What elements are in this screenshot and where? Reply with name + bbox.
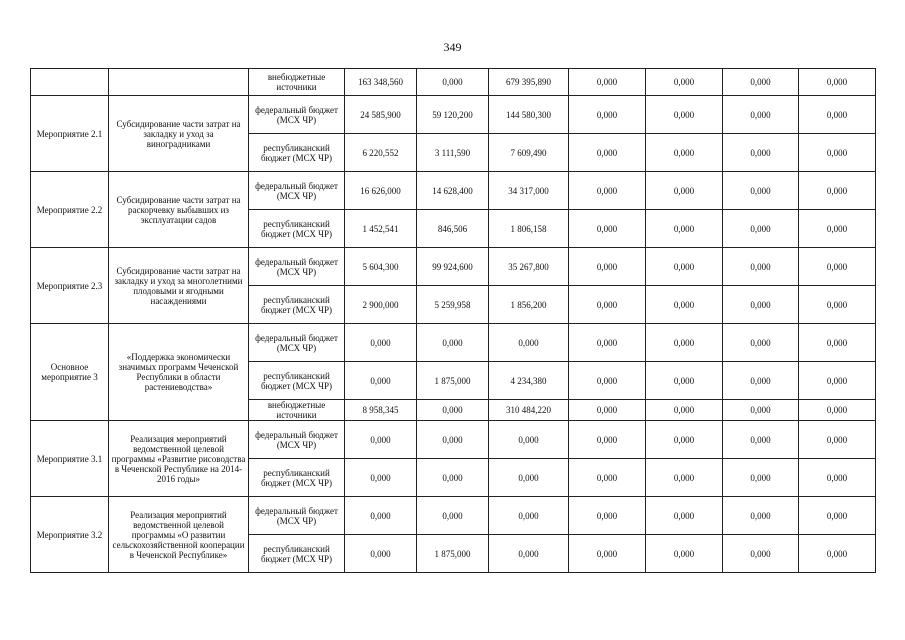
measure-description-cell: «Поддержка экономически значимых программ Чеченской Республики в области растениеводства» (109, 324, 249, 421)
amount-cell: 0,000 (345, 535, 417, 573)
funding-source-cell: федеральный бюджет (МСХ ЧР) (249, 421, 345, 459)
measure-name-cell: Мероприятие 3.1 (31, 421, 109, 497)
amount-cell: 0,000 (646, 248, 723, 286)
amount-cell: 0,000 (799, 497, 876, 535)
amount-cell: 0,000 (723, 96, 799, 134)
table-row (31, 248, 876, 286)
amount-cell: 3 111,590 (417, 134, 489, 172)
amount-cell: 0,000 (569, 535, 646, 573)
amount-cell: 0,000 (569, 96, 646, 134)
measure-description-cell: Субсидирование части затрат на закладку и уход за многолетними плодовыми и ягодными насаждениями (109, 248, 249, 324)
amount-cell: 0,000 (799, 421, 876, 459)
amount-cell: 0,000 (569, 324, 646, 362)
amount-cell: 310 484,220 (489, 400, 569, 421)
amount-cell: 1 875,000 (417, 362, 489, 400)
amount-cell: 1 452,541 (345, 210, 417, 248)
measure-name-cell: Основное мероприятие 3 (31, 324, 109, 421)
amount-cell: 99 924,600 (417, 248, 489, 286)
amount-cell: 34 317,000 (489, 172, 569, 210)
amount-cell: 0,000 (646, 535, 723, 573)
amount-cell: 0,000 (723, 324, 799, 362)
measure-description-cell: Реализация мероприятий ведомственной целевой программы «Развитие рисоводства в Чеченской Республике на 2014-2016 годы» (109, 421, 249, 497)
measure-description-cell: Субсидирование части затрат на закладку и уход за виноградниками (109, 96, 249, 172)
amount-cell: 59 120,200 (417, 96, 489, 134)
amount-cell: 0,000 (799, 96, 876, 134)
amount-cell: 0,000 (723, 421, 799, 459)
funding-source-cell: федеральный бюджет (МСХ ЧР) (249, 497, 345, 535)
amount-cell: 0,000 (569, 459, 646, 497)
table-row (31, 172, 876, 210)
funding-source-cell: республиканский бюджет (МСХ ЧР) (249, 459, 345, 497)
amount-cell: 0,000 (799, 134, 876, 172)
amount-cell: 0,000 (723, 362, 799, 400)
amount-cell: 0,000 (489, 497, 569, 535)
amount-cell: 0,000 (799, 400, 876, 421)
amount-cell: 0,000 (417, 497, 489, 535)
amount-cell: 0,000 (646, 497, 723, 535)
amount-cell: 846,506 (417, 210, 489, 248)
amount-cell: 0,000 (489, 535, 569, 573)
amount-cell: 0,000 (723, 210, 799, 248)
amount-cell: 0,000 (799, 324, 876, 362)
amount-cell: 0,000 (646, 362, 723, 400)
amount-cell: 0,000 (646, 459, 723, 497)
amount-cell: 0,000 (799, 362, 876, 400)
amount-cell: 5 259,958 (417, 286, 489, 324)
amount-cell: 4 234,380 (489, 362, 569, 400)
amount-cell: 2 900,000 (345, 286, 417, 324)
amount-cell: 0,000 (646, 400, 723, 421)
amount-cell: 24 585,900 (345, 96, 417, 134)
amount-cell: 0,000 (799, 172, 876, 210)
budget-table (30, 68, 876, 573)
funding-source-cell: республиканский бюджет (МСХ ЧР) (249, 134, 345, 172)
funding-source-cell: республиканский бюджет (МСХ ЧР) (249, 210, 345, 248)
measure-description-cell (109, 69, 249, 96)
amount-cell: 0,000 (723, 286, 799, 324)
amount-cell: 679 395,890 (489, 69, 569, 96)
table-row (31, 96, 876, 134)
measure-description-cell: Субсидирование части затрат на раскорчевку выбывших из эксплуатации садов (109, 172, 249, 248)
amount-cell: 0,000 (345, 497, 417, 535)
amount-cell: 0,000 (569, 248, 646, 286)
measure-name-cell: Мероприятие 3.2 (31, 497, 109, 573)
table-row (31, 324, 876, 362)
amount-cell: 0,000 (417, 421, 489, 459)
amount-cell: 0,000 (646, 421, 723, 459)
amount-cell: 0,000 (723, 400, 799, 421)
funding-source-cell: внебюджетные источники (249, 69, 345, 96)
amount-cell: 0,000 (799, 535, 876, 573)
amount-cell: 1 806,158 (489, 210, 569, 248)
amount-cell: 1 856,200 (489, 286, 569, 324)
funding-source-cell: республиканский бюджет (МСХ ЧР) (249, 362, 345, 400)
funding-source-cell: республиканский бюджет (МСХ ЧР) (249, 286, 345, 324)
amount-cell: 0,000 (569, 362, 646, 400)
funding-source-cell: внебюджетные источники (249, 400, 345, 421)
amount-cell: 0,000 (799, 459, 876, 497)
amount-cell: 0,000 (646, 69, 723, 96)
amount-cell: 0,000 (489, 421, 569, 459)
amount-cell: 0,000 (489, 459, 569, 497)
table-row (31, 69, 876, 96)
amount-cell: 0,000 (646, 134, 723, 172)
amount-cell: 0,000 (723, 497, 799, 535)
amount-cell: 16 626,000 (345, 172, 417, 210)
amount-cell: 0,000 (417, 459, 489, 497)
amount-cell: 0,000 (345, 421, 417, 459)
measure-description-cell: Реализация мероприятий ведомственной целевой программы «О развитии сельскохозяйственной кооперации в Чеченской Республике» (109, 497, 249, 573)
amount-cell: 163 348,560 (345, 69, 417, 96)
funding-source-cell: республиканский бюджет (МСХ ЧР) (249, 535, 345, 573)
amount-cell: 0,000 (799, 69, 876, 96)
amount-cell: 0,000 (799, 286, 876, 324)
amount-cell: 0,000 (646, 324, 723, 362)
amount-cell: 0,000 (723, 248, 799, 286)
amount-cell: 0,000 (799, 210, 876, 248)
measure-name-cell: Мероприятие 2.1 (31, 96, 109, 172)
amount-cell: 0,000 (723, 172, 799, 210)
amount-cell: 0,000 (723, 535, 799, 573)
amount-cell: 0,000 (646, 172, 723, 210)
amount-cell: 0,000 (569, 497, 646, 535)
amount-cell: 0,000 (723, 134, 799, 172)
amount-cell: 0,000 (723, 459, 799, 497)
funding-source-cell: федеральный бюджет (МСХ ЧР) (249, 172, 345, 210)
amount-cell: 1 875,000 (417, 535, 489, 573)
amount-cell: 0,000 (569, 286, 646, 324)
amount-cell: 0,000 (345, 362, 417, 400)
amount-cell: 0,000 (569, 134, 646, 172)
amount-cell: 14 628,400 (417, 172, 489, 210)
measure-name-cell: Мероприятие 2.2 (31, 172, 109, 248)
funding-source-cell: федеральный бюджет (МСХ ЧР) (249, 96, 345, 134)
amount-cell: 0,000 (569, 400, 646, 421)
amount-cell: 0,000 (489, 324, 569, 362)
amount-cell: 0,000 (723, 69, 799, 96)
amount-cell: 0,000 (569, 69, 646, 96)
amount-cell: 0,000 (345, 459, 417, 497)
amount-cell: 0,000 (799, 248, 876, 286)
amount-cell: 0,000 (646, 286, 723, 324)
amount-cell: 0,000 (417, 324, 489, 362)
amount-cell: 0,000 (417, 400, 489, 421)
measure-name-cell: Мероприятие 2.3 (31, 248, 109, 324)
table-row (31, 421, 876, 459)
amount-cell: 144 580,300 (489, 96, 569, 134)
table-row (31, 497, 876, 535)
measure-name-cell (31, 69, 109, 96)
amount-cell: 5 604,300 (345, 248, 417, 286)
funding-source-cell: федеральный бюджет (МСХ ЧР) (249, 248, 345, 286)
amount-cell: 6 220,552 (345, 134, 417, 172)
amount-cell: 8 958,345 (345, 400, 417, 421)
funding-source-cell: федеральный бюджет (МСХ ЧР) (249, 324, 345, 362)
amount-cell: 0,000 (569, 172, 646, 210)
page-number: 349 (443, 40, 462, 54)
amount-cell: 7 609,490 (489, 134, 569, 172)
amount-cell: 0,000 (569, 421, 646, 459)
amount-cell: 0,000 (646, 96, 723, 134)
amount-cell: 0,000 (417, 69, 489, 96)
amount-cell: 0,000 (646, 210, 723, 248)
amount-cell: 0,000 (569, 210, 646, 248)
amount-cell: 35 267,800 (489, 248, 569, 286)
amount-cell: 0,000 (345, 324, 417, 362)
